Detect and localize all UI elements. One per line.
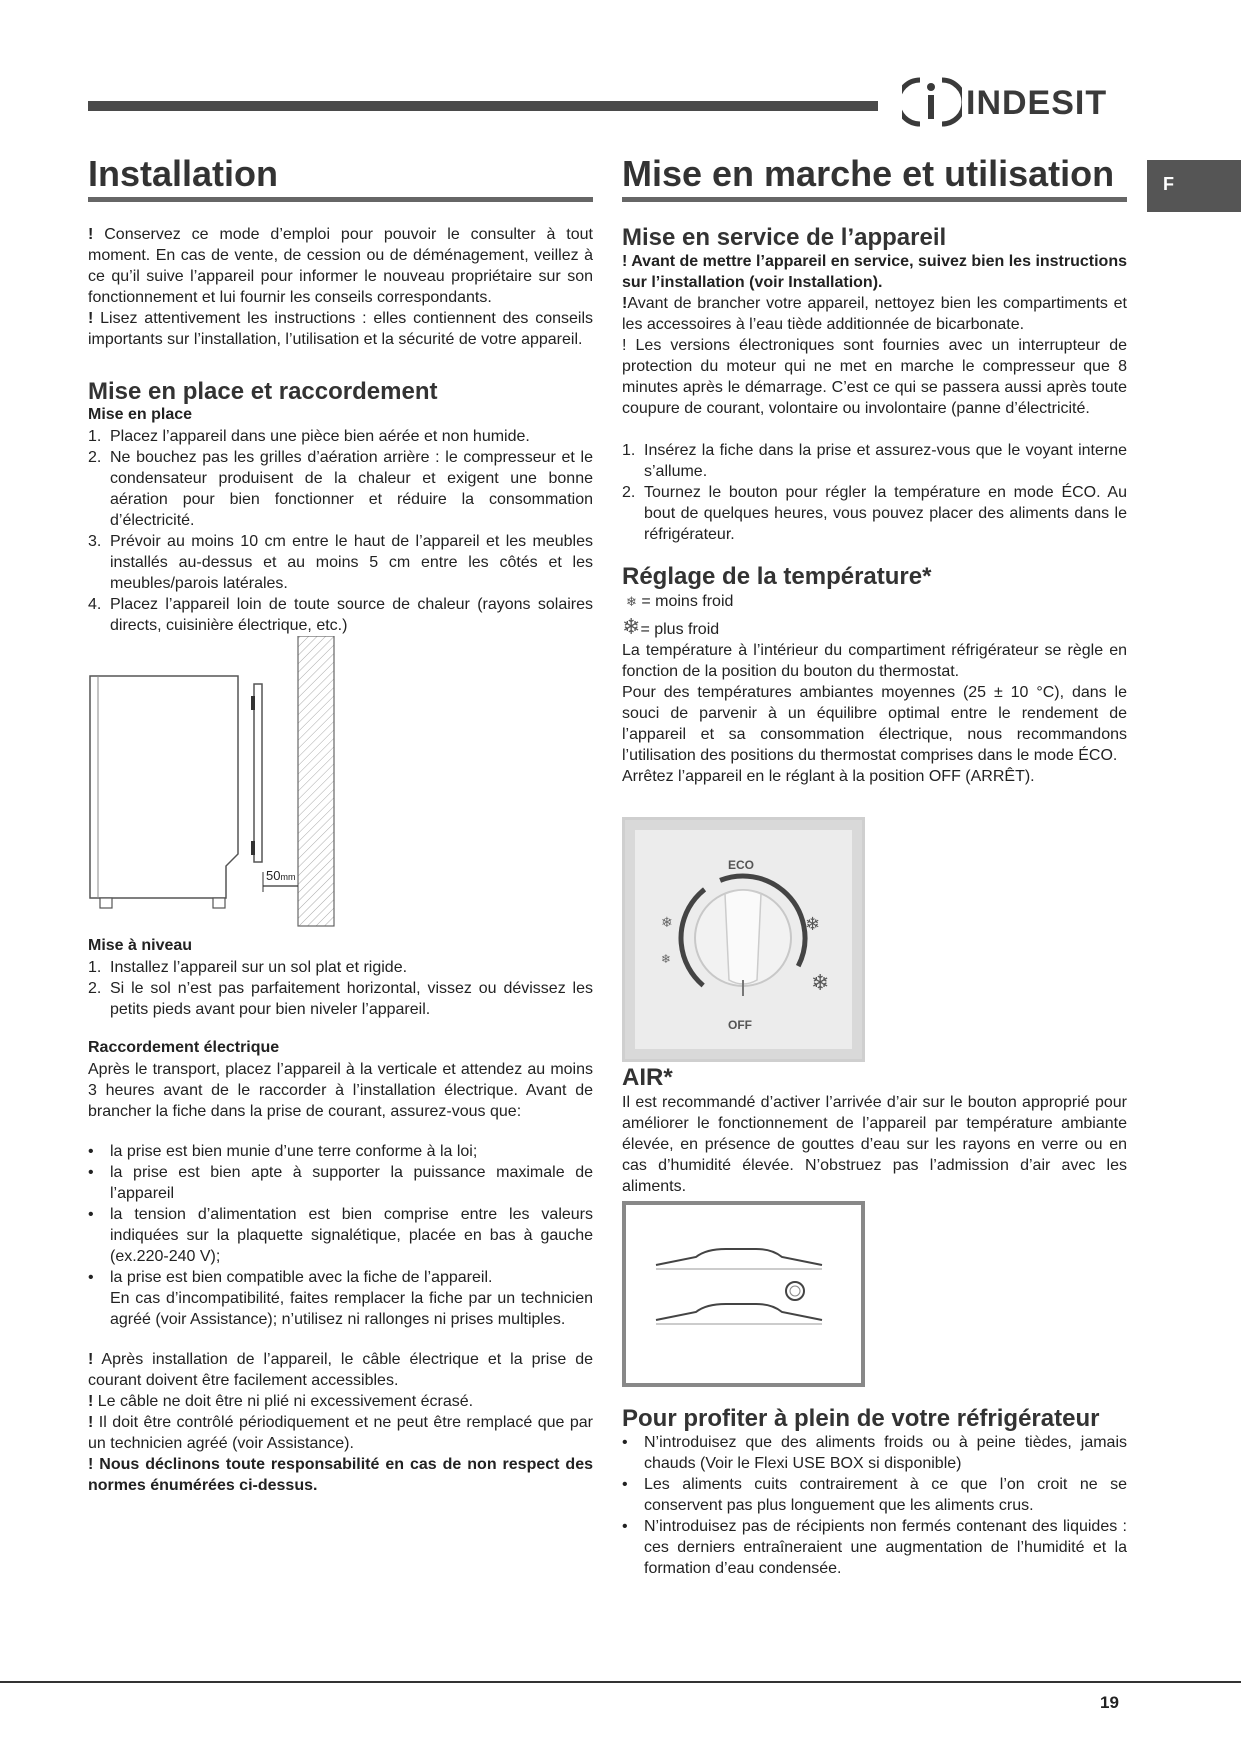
liability-warning: ! Nous déclinons toute responsabilité en cas de non respect des normes énumérées ci-dessus. bbox=[88, 1455, 593, 1494]
list-item: • la prise est bien munie d’une terre conforme à la loi; bbox=[88, 1142, 478, 1160]
language-tab: F bbox=[1147, 160, 1241, 212]
list-item: 2. Ne bouchez pas les grilles d’aération arrière : le compresseur et le condensateur produisent de la chaleur et exigent une bonne aération pour bien fonctionner et réduire la consommation d’électricité. bbox=[88, 449, 593, 530]
page-number: 19 bbox=[1100, 1693, 1119, 1712]
brand-logo bbox=[902, 74, 1132, 130]
electrical-heading: Raccordement électrique bbox=[88, 1038, 280, 1056]
legend-more-cold: ❄= plus froid bbox=[622, 613, 720, 639]
list-item: 1. Insérez la fiche dans la prise et assurez-vous que le voyant interne s’allume. bbox=[622, 442, 1127, 481]
enjoy-heading: Pour profiter à plein de votre réfrigérateur bbox=[622, 1404, 1100, 1432]
footer-rule bbox=[0, 1681, 1241, 1683]
temperature-paragraph-1: La température à l’intérieur du compartiment réfrigérateur se règle en fonction de la position du bouton du thermostat. bbox=[622, 641, 1127, 680]
list-item: • la prise est bien compatible avec la fiche de l’appareil. bbox=[88, 1268, 493, 1286]
assistance-link[interactable]: voir Assistance bbox=[160, 1310, 268, 1328]
service-steps bbox=[622, 440, 1127, 545]
fridge-outline bbox=[90, 676, 238, 898]
snowflake-small-icon: ❄ bbox=[661, 951, 672, 966]
indesit-i-icon bbox=[902, 74, 962, 130]
legend-less-cold: ❄ = moins froid bbox=[626, 592, 734, 610]
service-heading: Mise en service de l’appareil bbox=[622, 223, 947, 251]
warning-2: ! Le câble ne doit être ni plié ni excessivement écrasé. bbox=[88, 1392, 474, 1410]
installation-column bbox=[88, 155, 593, 1496]
placement-heading: Mise en place et raccordement bbox=[88, 377, 438, 405]
temperature-heading: Réglage de la température* bbox=[622, 563, 932, 591]
list-item: • N’introduisez pas de récipients non fermés contenant des liquides : ces derniers entraîneraient une augmentation de l’humidité et la formation d’eau condensée. bbox=[622, 1518, 1127, 1578]
electrical-checklist bbox=[88, 1141, 593, 1288]
electrical-paragraph: Après le transport, placez l’appareil à la verticale et attendez au moins 3 heures avant de le raccorder à l’installation électrique. Avant de brancher la fiche dans la prise de courant, assurez-vous que: bbox=[88, 1060, 593, 1120]
snowflake-medium-icon: ❄ bbox=[805, 913, 821, 934]
clearance-label: 50mm bbox=[266, 868, 296, 884]
snowflake-large-icon: ❄ bbox=[811, 969, 830, 995]
usage-title: Mise en marche et utilisation bbox=[622, 155, 1127, 202]
header-rule bbox=[88, 101, 878, 111]
list-item: 3. Prévoir au moins 10 cm entre le haut de l’appareil et les meubles installés au-dessus et au moins 5 cm entre les côtés et les meubles/parois latérales. bbox=[88, 533, 593, 593]
temperature-paragraph-3: Arrêtez l’appareil en le réglant à la position OFF (ARRÊT). bbox=[622, 767, 1035, 785]
service-warning: ! Avant de mettre l’appareil en service, suivez bien les instructions sur l’installation (voir Installation). bbox=[622, 253, 1127, 292]
intro-paragraph-1: ! Conservez ce mode d’emploi pour pouvoir le consulter à tout moment. En cas de vente, de cession ou de déménagement, veillez à ce qu’il suive l’appareil pour informer le nouveau propriétaire sur son fonctionnement et lui fournir les conseils correspondants. bbox=[88, 225, 593, 306]
air-paragraph: Il est recommandé d’activer l’arrivée d’air sur le bouton approprié pour améliorer le fonctionnement de l’appareil par température ambiante élevée, en présence de gouttes d’eau sur les rayons en verre ou en cas d’humidité élevée. N’obstruez pas l’admission d’air avec les aliments. bbox=[622, 1093, 1127, 1195]
list-item: 1. Installez l’appareil sur un sol plat et rigide. bbox=[88, 958, 408, 976]
list-item: 4. Placez l’appareil loin de toute source de chaleur (rayons solaires directs, cuisinière électrique, etc.) bbox=[88, 596, 593, 635]
clearance-diagram bbox=[88, 636, 593, 936]
list-item: 2. Tournez le bouton pour régler la température en mode ÉCO. Au bout de quelques heures, vous pouvez placer des aliments dans le réfrigérateur. bbox=[622, 484, 1127, 544]
leveling-heading: Mise à niveau bbox=[88, 937, 193, 955]
installation-title: Installation bbox=[88, 155, 593, 202]
service-paragraph-1: !Avant de brancher votre appareil, nettoyez bien les compartiments et les accessoires à l’eau tiède additionnée de bicarbonate. bbox=[622, 295, 1127, 334]
list-item: 2. Si le sol n’est pas parfaitement horizontal, vissez ou dévissez les petits pieds avant pour bien niveler l’appareil. bbox=[88, 979, 593, 1018]
air-heading: AIR* bbox=[622, 1063, 673, 1091]
air-control-image bbox=[622, 1201, 865, 1387]
brand-name: INDESIT bbox=[966, 84, 1108, 122]
usage-column bbox=[622, 155, 1127, 1579]
placement-list bbox=[88, 426, 593, 636]
dial-eco-label: ECO bbox=[728, 857, 755, 872]
list-item: • N’introduisez que des aliments froids ou à peine tièdes, jamais chauds (Voir le Flexi USE BOX si disponible) bbox=[622, 1434, 1127, 1473]
leveling-list bbox=[88, 957, 593, 1020]
service-paragraph-2: ! Les versions électroniques sont fournies avec un interrupteur de protection du moteur qui ne met en marche le compresseur que 8 minutes après le démarrage. C’est ce qui se passera aussi après toute coupure de courant, volontaire ou involontaire (panne d’électricité. bbox=[622, 337, 1127, 418]
snowflake-large-icon: ❄ bbox=[622, 613, 641, 639]
thermostat-dial-image bbox=[622, 817, 865, 1062]
list-item: • Les aliments cuits contrairement à ce que l’on croit ne se conservent pas plus longuement que les aliments crus. bbox=[622, 1476, 1127, 1515]
incompatibility-note: En cas d’incompatibilité, faites remplacer la fiche par un technicien agréé (voir Assistance); n’utilisez ni rallonges ni prises multiples. bbox=[110, 1289, 593, 1328]
warning-3: ! Il doit être contrôlé périodiquement et ne peut être remplacé que par un technicien agréé (voir Assistance). bbox=[88, 1413, 593, 1452]
list-item: • la prise est bien apte à supporter la puissance maximale de l’appareil bbox=[88, 1163, 593, 1202]
snowflake-small-icon: ❄ bbox=[661, 913, 673, 930]
wall-shape bbox=[298, 636, 334, 926]
placement-subheading: Mise en place bbox=[88, 406, 193, 424]
snowflake-small-icon: ❄ bbox=[626, 593, 637, 609]
list-item: • la tension d’alimentation est bien comprise entre les valeurs indiquées sur la plaquette signalétique, placée en bas à gauche (ex.220-240 V); bbox=[88, 1205, 593, 1265]
temperature-paragraph-2: Pour des températures ambiantes moyennes (25 ± 10 °C), dans le souci de parvenir à un équilibre optimal entre le rendement de l’appareil et sa consommation électrique, nous recommandons l’utilisation des positions du thermostat comprises dans le mode ÉCO. bbox=[622, 683, 1127, 764]
fridge-door bbox=[254, 684, 262, 862]
enjoy-list bbox=[622, 1432, 1127, 1579]
intro-paragraph-2: ! Lisez attentivement les instructions : elles contiennent des conseils importants sur l’installation, l’utilisation et la sécurité de votre appareil. bbox=[88, 309, 594, 348]
warning-1: ! Après installation de l’appareil, le câble électrique et la prise de courant doivent être facilement accessibles. bbox=[88, 1350, 594, 1389]
list-item: 1. Placez l’appareil dans une pièce bien aérée et non humide. bbox=[88, 428, 530, 446]
dial-off-label: OFF bbox=[728, 1017, 752, 1032]
